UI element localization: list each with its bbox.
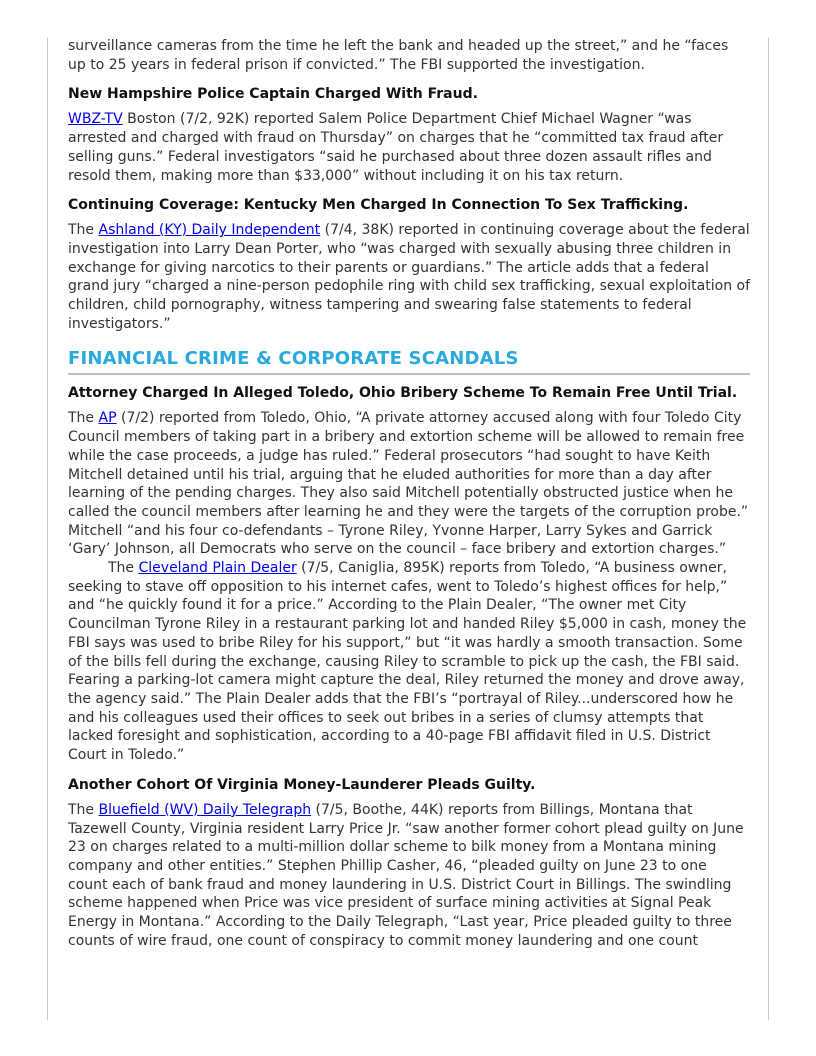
story-headline: Continuing Coverage: Kentucky Men Charged In Connection To Sex Trafficking. — [68, 197, 689, 214]
story-toledo-bribery — [68, 384, 750, 764]
lead-paragraph: surveillance cameras from the time he left the bank and headed up the street,” and he “faces up to 25 years in federal prison if convicted.” The FBI supported the investigation. — [68, 38, 729, 73]
source-link-wbz-tv[interactable]: WBZ-TV — [68, 111, 123, 128]
story-headline: Attorney Charged In Alleged Toledo, Ohio Bribery Scheme To Remain Free Until Trial. — [68, 385, 738, 402]
source-link-ap[interactable]: AP — [98, 410, 117, 427]
story-headline: Another Cohort Of Virginia Money-Launderer Pleads Guilty. — [68, 776, 536, 793]
story-paragraph — [68, 110, 750, 185]
story-text: (7/5, Caniglia, 895K) reports from Toledo, “A business owner, seeking to stave off opposition to his internet cafes, went to Toledo’s highest offices for help,” and “he quickly found it for a price.” According to the Plain Dealer, “The owner met City Councilman Tyrone Riley in a restaurant parking lot and handed Riley $5,000 in cash, money the FBI says was used to bribe Riley for his support,” but “it was hardly a smooth transaction. Some of the bills fell during the exchange, causing Riley to scramble to pick up the cash, the FBI said. Fearing a parking-lot camera might capture the deal, Riley returned the money and drove away, the agency said.” The Plain Dealer adds that the FBI’s “portrayal of Riley...underscored how he and his colleagues used their offices to seek out bribes in a series of clumsy attempts that lacked foresight and sophistication, according to a 40-page FBI affidavit filed in U.S. District Court in Toledo.” — [68, 560, 747, 764]
story-text: (7/5, Boothe, 44K) reports from Billings, Montana that Tazewell County, Virginia resident Larry Price Jr. “saw another former cohort plead guilty on June 23 on charges related to a multi-million dollar scheme to bilk money from a Montana mining company and other entities.” Stephen Phillip Casher, 46, “pleaded guilty on June 23 to one count each of bank fraud and money laundering in U.S. District Court in Billings. The swindling scheme happened when Price was vice president of surface mining activities at Signal Peak Energy in Montana.” According to the Daily Telegraph, “Last year, Price pleaded guilty to three counts of wire fraud, one count of conspiracy to commit money laundering and one count — [68, 801, 744, 949]
story-virginia-money-laundering — [68, 776, 750, 951]
story-paragraph: The Ashland (KY) Daily Independent (7/4, 38K) reported in continuing coverage about the federal investigation into Larry Dean Porter, who “was charged with sexually abusing three children in exchange for giving narcotics to their parents or guardians.” The article adds that a federal grand jury “charged a nine-person pedophile ring with child sex trafficking, sexual exploitation of children, child pornography, witness tampering and swearing false statements to federal investigators.” — [68, 222, 751, 332]
source-link-bluefield-daily-telegraph[interactable]: Bluefield (WV) Daily Telegraph — [98, 801, 312, 818]
story-text: (7/4, 38K) reported in continuing coverage about the federal investigation into Larry Dean Porter, who “was charged with sexually abusing three children in exchange for giving narcotics to their parents or guardians.” The article adds that a federal grand jury “charged a nine-person pedophile ring with child sex trafficking, sexual exploitation of children, child pornography, witness tampering and swearing false statements to federal investigators.” — [68, 222, 751, 332]
source-link-cleveland-plain-dealer[interactable]: Cleveland Plain Dealer — [138, 560, 297, 577]
story-paragraph: The Bluefield (WV) Daily Telegraph (7/5, Boothe, 44K) reports from Billings, Montana that Tazewell County, Virginia resident Larry Price Jr. “saw another former cohort plead guilty on June 23 on charges related to a multi-million dollar scheme to bilk money from a Montana mining company and other entities.” Stephen Phillip Casher, 46, “pleaded guilty on June 23 to one count each of bank fraud and money laundering in U.S. District Court in Billings. The swindling scheme happened when Price was vice president of surface mining activities at Signal Peak Energy in Montana.” According to the Daily Telegraph, “Last year, Price pleaded guilty to three counts of wire fraud, one count of conspiracy to commit money laundering and one count — [68, 801, 744, 949]
left-page-border — [47, 38, 48, 1020]
section-heading: FINANCIAL CRIME & CORPORATE SCANDALS — [68, 347, 750, 375]
story-headline: New Hampshire Police Captain Charged With Fraud. — [68, 86, 478, 103]
article-body — [68, 37, 750, 961]
story-text: Boston (7/2, 92K) reported Salem Police Department Chief Michael Wagner “was arrested and charged with fraud on Thursday” on charges that he “committed tax fraud after selling guns.” Federal investigators “said he purchased about three dozen assault rifles and resold them, making more than $33,000” without including it on his tax return. — [68, 111, 724, 184]
right-page-border — [768, 38, 769, 1020]
story-nh-police-fraud — [68, 85, 750, 185]
source-link-ashland-daily-independent[interactable]: Ashland (KY) Daily Independent — [98, 222, 321, 239]
story-paragraph: The Cleveland Plain Dealer (7/5, Caniglia, 895K) reports from Toledo, “A business owner, seeking to stave off opposition to his internet cafes, went to Toledo’s highest offices for help,” and “he quickly found it for a price.” According to the Plain Dealer, “The owner met City Councilman Tyrone Riley in a restaurant parking lot and handed Riley $5,000 in cash, money the FBI says was used to bribe Riley for his support,” but “it was hardly a smooth transaction. Some of the bills fell during the exchange, causing Riley to scramble to pick up the cash, the FBI said. Fearing a parking-lot camera might capture the deal, Riley returned the money and drove away, the agency said.” The Plain Dealer adds that the FBI’s “portrayal of Riley...underscored how he and his colleagues used their offices to seek out bribes in a series of clumsy attempts that lacked foresight and sophistication, according to a 40-page FBI affidavit filed in U.S. District Court in Toledo.” — [68, 560, 747, 764]
story-text: (7/2) reported from Toledo, Ohio, “A private attorney accused along with four Toledo City Council members of taking part in a bribery and extortion scheme will be allowed to remain free while the case proceeds, a judge has ruled.” Federal prosecutors “had sought to have Keith Mitchell detained until his trial, arguing that he eluded authorities for more than a day after learning of the pending charges. They also said Mitchell potentially obstructed justice when he called the council members after learning he and they were the targets of the corruption probe.” Mitchell “and his four co-defendants – Tyrone Riley, Yvonne Harper, Larry Sykes and Garrick ‘Gary’ Johnson, all Democrats who serve on the council – face bribery and extortion charges.” — [68, 410, 749, 558]
story-paragraph: The AP (7/2) reported from Toledo, Ohio, “A private attorney accused along with four Toledo City Council members of taking part in a bribery and extortion scheme will be allowed to remain free while the case proceeds, a judge has ruled.” Federal prosecutors “had sought to have Keith Mitchell detained until his trial, arguing that he eluded authorities for more than a day after learning of the pending charges. They also said Mitchell potentially obstructed justice when he called the council members after learning he and they were the targets of the corruption probe.” Mitchell “and his four co-defendants – Tyrone Riley, Yvonne Harper, Larry Sykes and Garrick ‘Gary’ Johnson, all Democrats who serve on the council – face bribery and extortion charges.” — [68, 410, 749, 558]
story-kentucky-trafficking — [68, 196, 750, 333]
